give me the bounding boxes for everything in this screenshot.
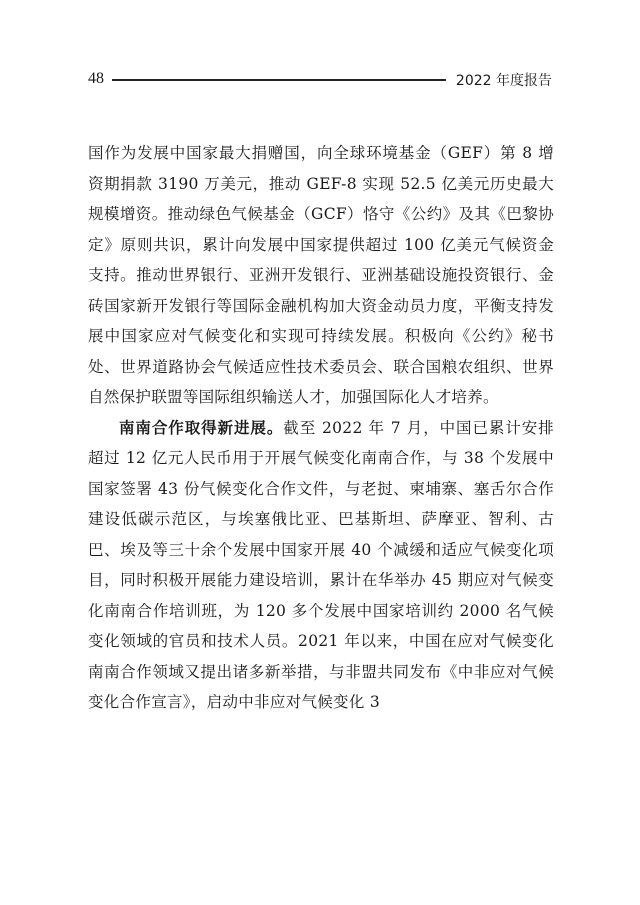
paragraph-south-south-cooperation	[88, 413, 554, 718]
running-title: 2022 年度报告	[455, 73, 552, 89]
header-rule	[112, 79, 446, 81]
paragraph-continued: 国作为发展中国家最大捐赠国，向全球环境基金（GEF）第 8 增资期捐款 3190 万美元，推动 GEF-8 实现 52.5 亿美元历史最大规模增资。推动绿色气候基金（GCF）恪守《公约》及其《巴黎协定》原则共识，累计向发展中国家提供超过 100 亿美元气候资金支持。推动世界银行、亚洲开发银行、亚洲基础设施投资银行、金砖国家新开发银行等国际金融机构加大资金动员力度，平衡支持发展中国家应对气候变化和实现可持续发展。积极向《公约》秘书处、世界道路协会气候适应性技术委员会、联合国粮农组织、世界自然保护联盟等国际组织输送人才，加强国际化人才培养。	[88, 144, 554, 406]
paragraph-lead-heading: 南南合作取得新进展。	[119, 418, 284, 437]
page-header	[88, 68, 552, 90]
paragraph-body: 截至 2022 年 7 月，中国已累计安排超过 12 亿元人民币用于开展气候变化南南合作，与 38 个发展中国家签署 43 份气候变化合作文件，与老挝、柬埔寨、塞舌尔合作建设低碳示范区，与埃塞俄比亚、巴基斯坦、萨摩亚、智利、古巴、埃及等三十余个发展中国家开展 40 个减缓和适应气候变化项目，同时积极开展能力建设培训，累计在华举办 45 期应对气候变化南南合作培训班，为 120 多个发展中国家培训约 2000 名气候变化领域的官员和技术人员。2021 年以来，中国在应对气候变化南南合作领域又提出诸多新举措，与非盟共同发布《中非应对气候变化合作宣言》，启动中非应对气候变化 3	[88, 418, 554, 711]
page-number: 48	[88, 70, 104, 87]
body-text	[88, 138, 554, 718]
